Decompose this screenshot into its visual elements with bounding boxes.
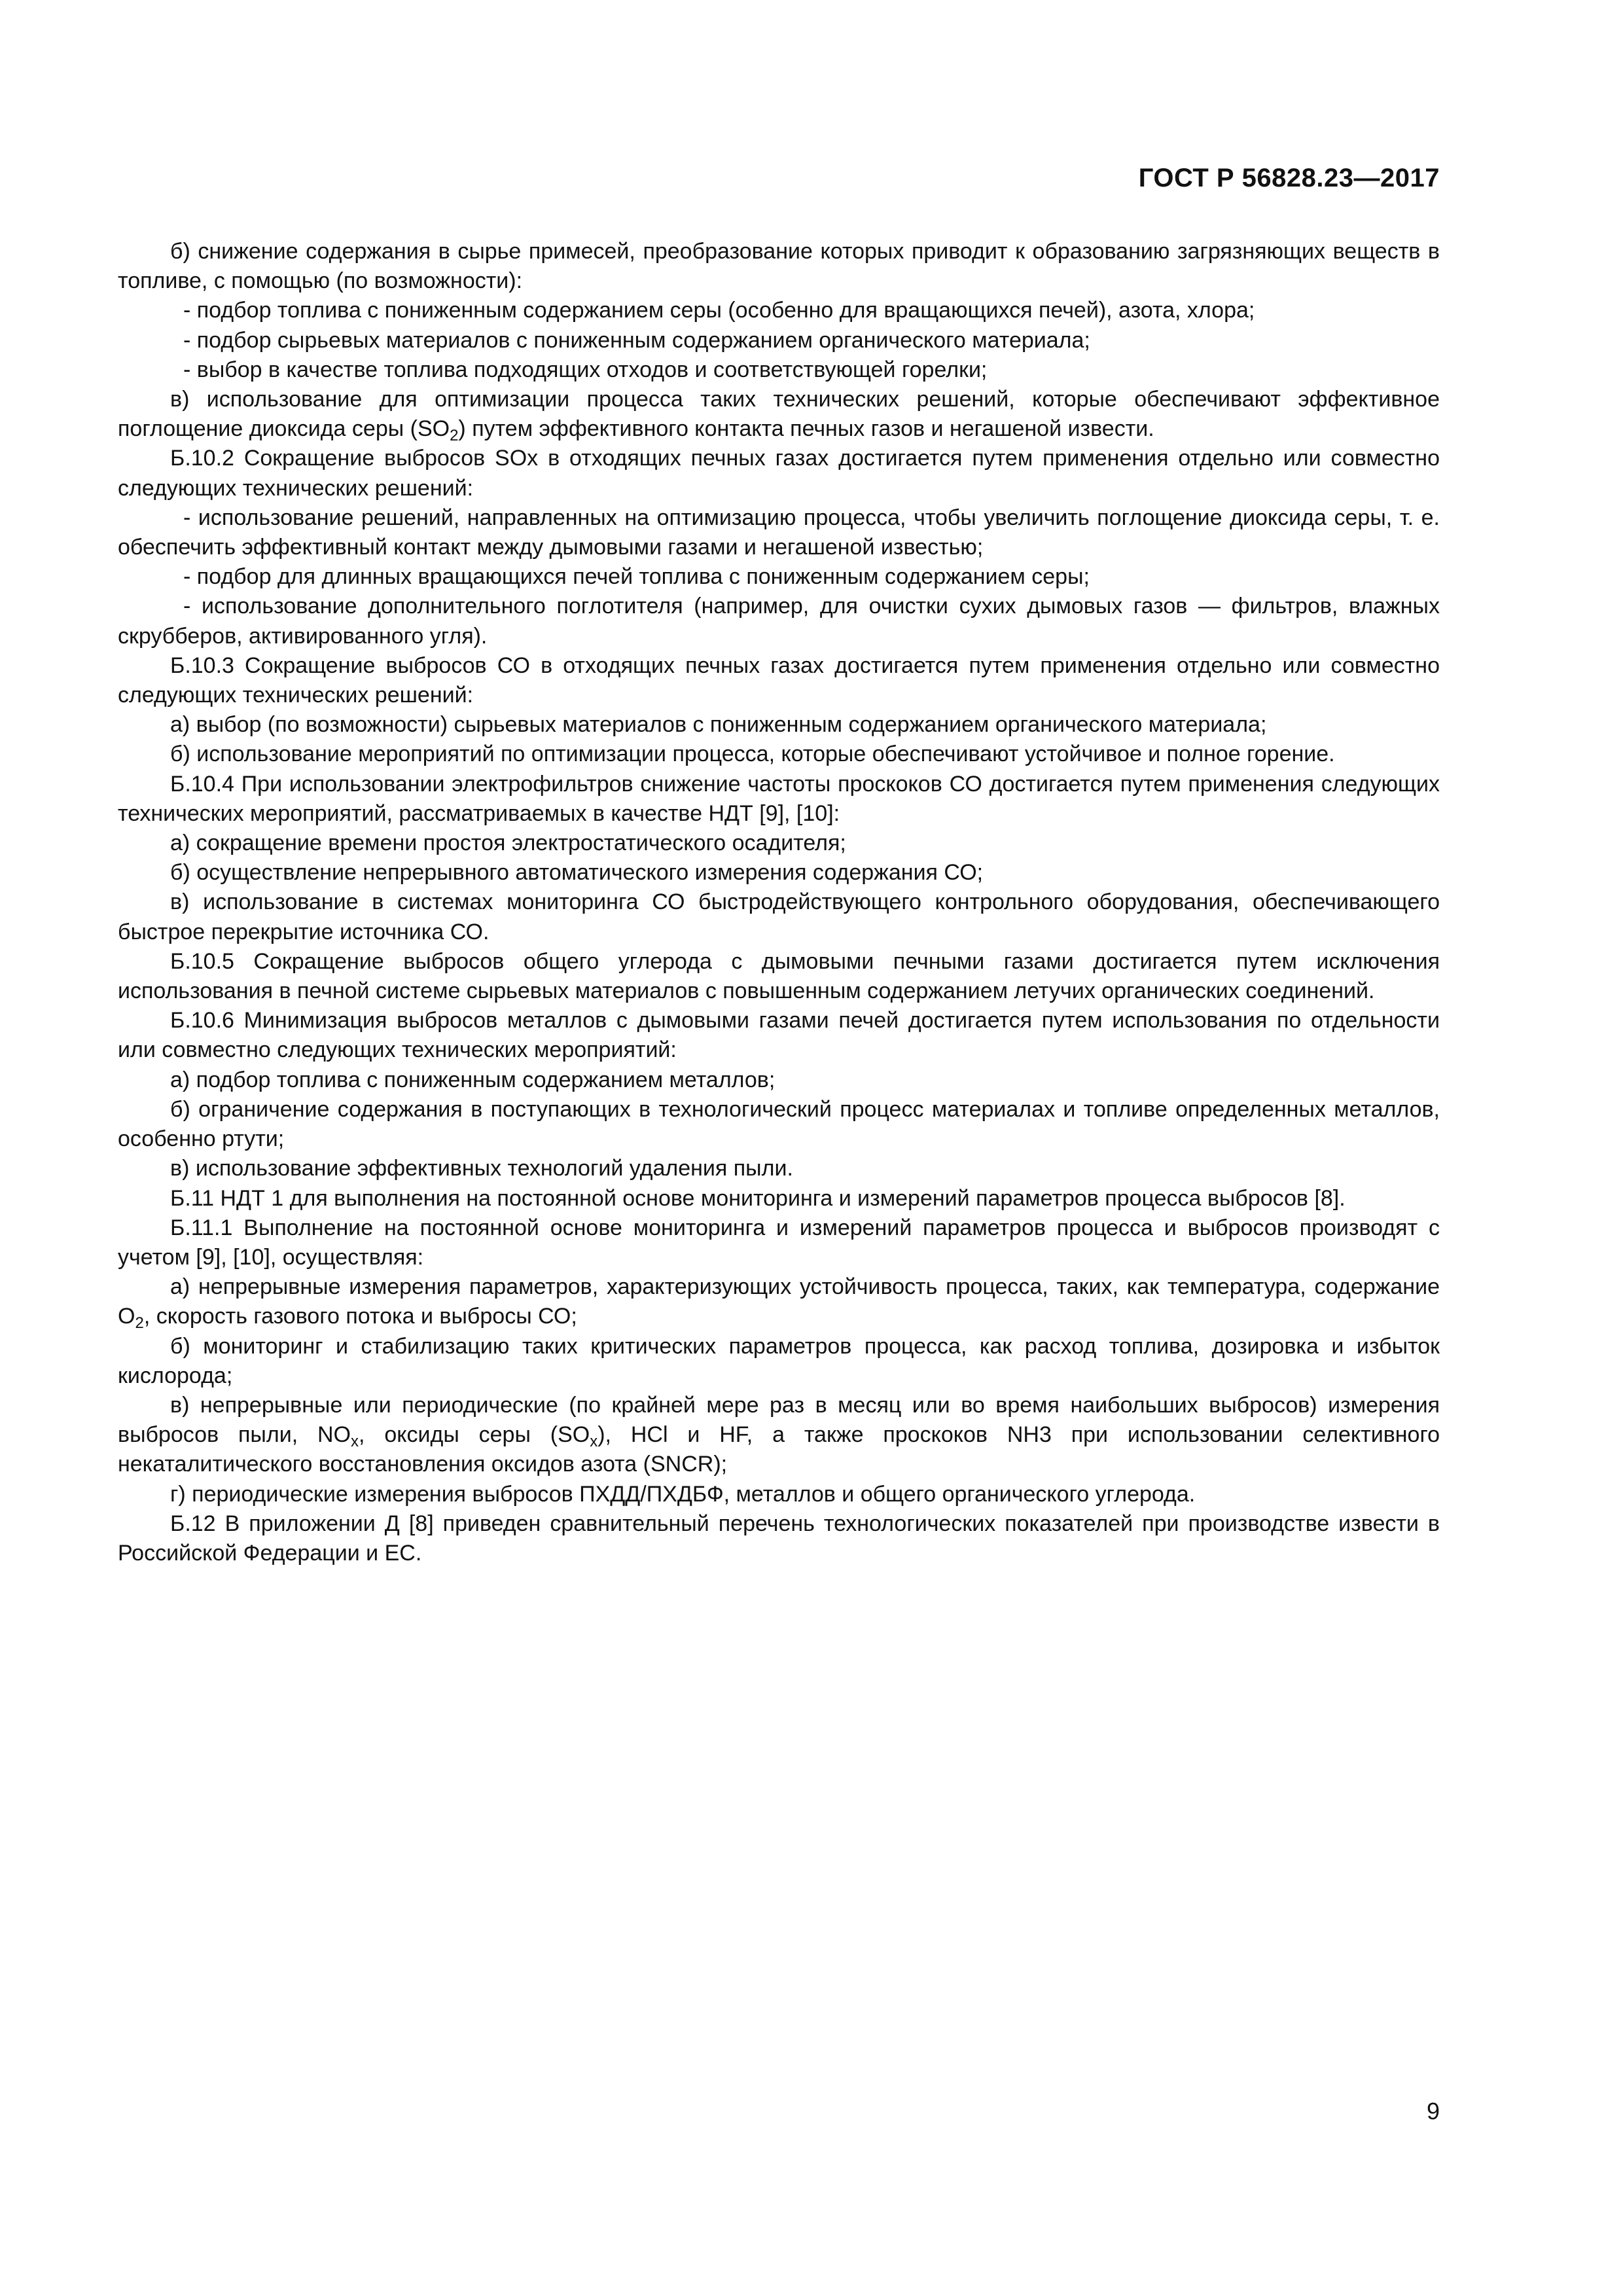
paragraph: Б.10.3 Сокращение выбросов СО в отходящих печных газах достигается путем применения отдельно или совместно следующих технических решений: xyxy=(118,653,1440,708)
paragraph: б) использование мероприятий по оптимизации процесса, которые обеспечивают устойчивое и полное горение. xyxy=(170,742,1335,767)
paragraph: а) подбор топлива с пониженным содержанием металлов; xyxy=(170,1067,776,1092)
paragraph: в) использование для оптимизации процесса таких технических решений, которые обеспечивают эффективное поглощение диоксида серы $(SO_2)$ путем эффективного контакта печных газов и негашеной извести. xyxy=(118,387,1440,445)
page-number: 9 xyxy=(1426,2098,1440,2125)
paragraph: Б.10.4 При использовании электрофильтров снижение частоты проскоков СО достигается путем применения следующих технических мероприятий, рассматриваемых в качестве НДТ [9], [10]: xyxy=(118,771,1440,826)
paragraph: а) выбор (по возможности) сырьевых материалов с пониженным содержанием органического материала; xyxy=(170,712,1267,738)
paragraph: Б.11.1 Выполнение на постоянной основе мониторинга и измерений параметров процесса и выбросов производят с учетом [9], [10], осуществляя: xyxy=(118,1215,1440,1270)
paragraph: в) использование в системах мониторинга СО быстродействующего контрольного оборудования, обеспечивающего быстрое перекрытие источника СО. xyxy=(118,889,1440,944)
paragraph: г) периодические измерения выбросов ПХДД/ПХДБФ, металлов и общего органического углерода. xyxy=(170,1481,1196,1507)
dash-list-item: - выбор в качестве топлива подходящих отходов и соответствующей горелки; xyxy=(183,357,988,382)
dash-list-item: - использование дополнительного поглотителя (например, для очистки сухих дымовых газов — фильтров, влажных скрубберов, активированного угля). xyxy=(118,594,1440,649)
paragraph: Б.12 В приложении Д [8] приведен сравнительный перечень технологических показателей при производстве извести в Российской Федерации и ЕС. xyxy=(118,1511,1440,1566)
paragraph: в) использование эффективных технологий удаления пыли. xyxy=(170,1156,793,1181)
dash-list-item: - подбор сырьевых материалов с пониженным содержанием органического материала; xyxy=(183,327,1090,353)
paragraph: а) сокращение времени простоя электростатического осадителя; xyxy=(170,831,846,856)
paragraph: Б.10.2 Сокращение выбросов SOx в отходящих печных газах достигается путем применения отдельно или совместно следующих технических решений: xyxy=(118,446,1440,501)
paragraph: б) мониторинг и стабилизацию таких критических параметров процесса, как расход топлива, дозировка и избыток кислорода; xyxy=(118,1333,1440,1388)
paragraph: Б.10.6 Минимизация выбросов металлов с дымовыми газами печей достигается путем использования по отдельности или совместно следующих технических мероприятий: xyxy=(118,1008,1440,1063)
paragraph: б) осуществление непрерывного автоматического измерения содержания СО; xyxy=(170,860,984,886)
paragraph: Б.11 НДТ 1 для выполнения на постоянной основе мониторинга и измерений параметров процесса выбросов [8]. xyxy=(170,1185,1346,1211)
document-body xyxy=(118,237,1440,1568)
paragraph: б) ограничение содержания в поступающих в технологический процесс материалах и топливе определенных металлов, особенно ртути; xyxy=(118,1096,1440,1152)
dash-list-item: - использование решений, направленных на оптимизацию процесса, чтобы увеличить поглощение диоксида серы, т. е. обеспечить эффективный контакт между дымовыми газами и негашеной известью; xyxy=(118,505,1440,560)
paragraph: б) снижение содержания в сырье примесей, преобразование которых приводит к образованию загрязняющих веществ в топливе, с помощью (по возможности): xyxy=(118,239,1440,294)
paragraph: а) непрерывные измерения параметров, характеризующих устойчивость процесса, таких, как температура, содержание $О_2$, скорость газового потока и выбросы СО; xyxy=(118,1274,1440,1333)
document-code-header: ГОСТ Р 56828.23—2017 xyxy=(1138,164,1440,192)
dash-list-item: - подбор топлива с пониженным содержанием серы (особенно для вращающихся печей), азота, хлора; xyxy=(183,298,1255,323)
paragraph: в) непрерывные или периодические (по крайней мере раз в месяц или во время наибольших выбросов) измерения выбросов пыли, $NO_x$, оксиды серы $(SO_x)$, HCl и HF, а также проскоков NH3 при использовании селективного некаталитического восстановления оксидов азота (SNCR); xyxy=(118,1392,1440,1477)
paragraph: Б.10.5 Сокращение выбросов общего углерода с дымовыми печными газами достигается путем исключения использования в печной системе сырьевых материалов с повышенным содержанием летучих органических соединений. xyxy=(118,948,1440,1004)
dash-list-item: - подбор для длинных вращающихся печей топлива с пониженным содержанием серы; xyxy=(183,564,1090,590)
